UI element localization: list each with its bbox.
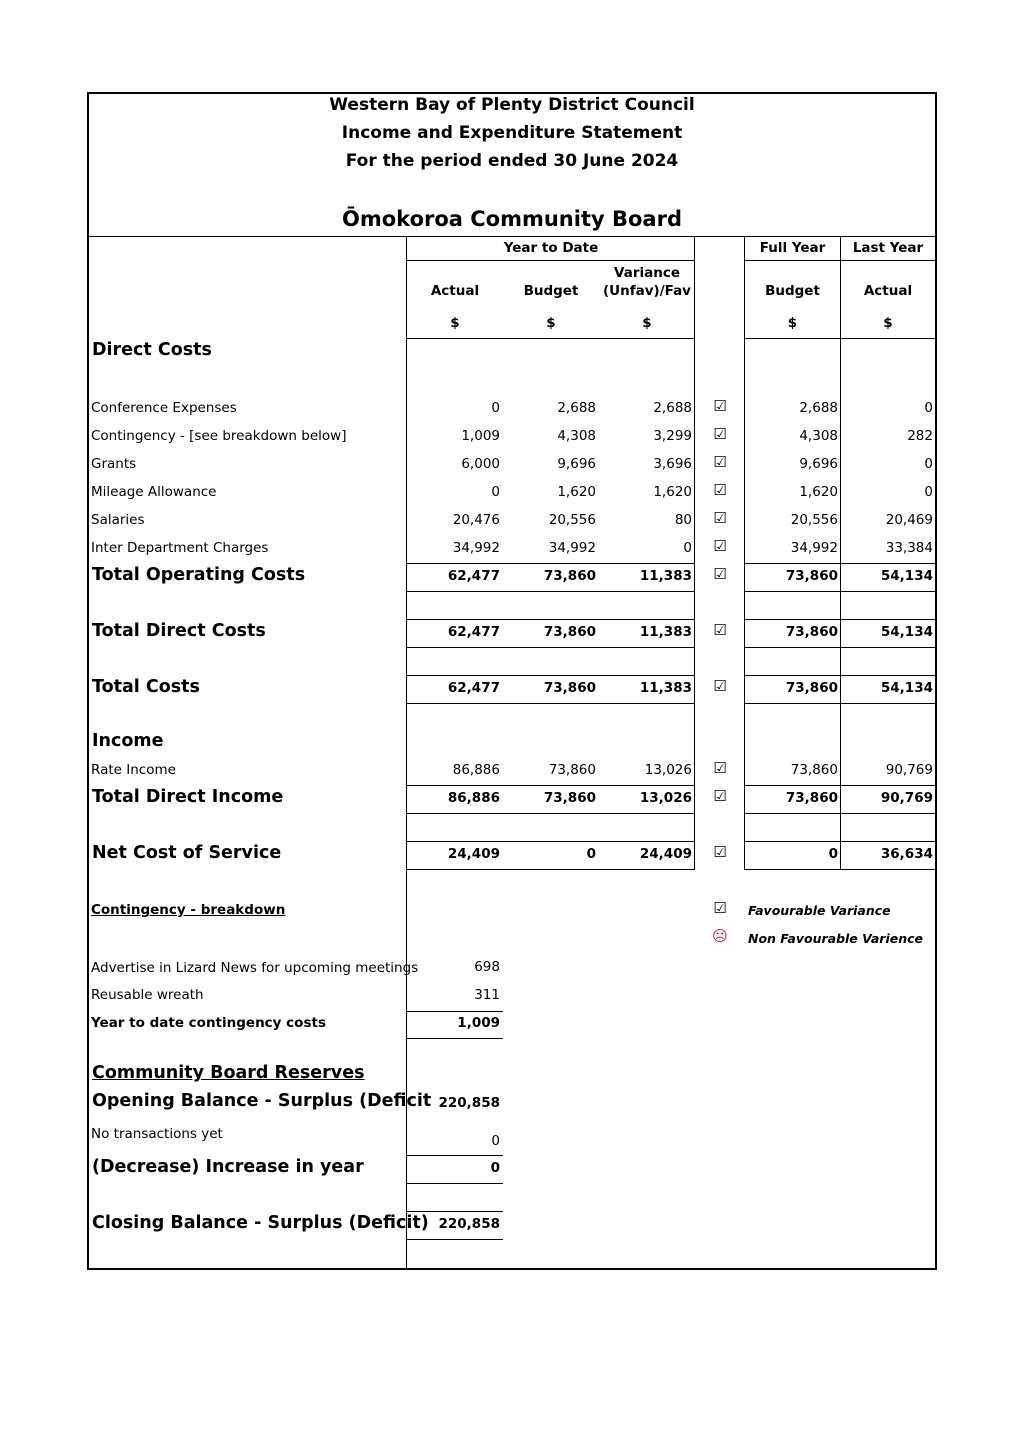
contingency-total-bottom-line: [407, 1038, 503, 1039]
no-transactions-value: 0: [491, 1133, 500, 1149]
total-income-bottom-line: [407, 813, 695, 814]
row-fy-budget: 4,308: [799, 428, 838, 444]
favourable-check-icon: ☑: [713, 453, 727, 471]
total-income-ly: 90,769: [880, 790, 933, 806]
ytd-group-underline: [407, 260, 695, 261]
rate-income-actual: 86,886: [452, 762, 500, 778]
frame-bottom: [87, 1268, 937, 1270]
fy-currency: $: [787, 315, 798, 331]
contingency-item-label: Reusable wreath: [91, 987, 204, 1003]
total-direct-top-line: [407, 619, 695, 620]
row-budget: 1,620: [557, 484, 596, 500]
total-costs-top-line-fy: [745, 675, 936, 676]
contingency-total-value: 1,009: [457, 1015, 500, 1031]
total-income-fy: 73,860: [785, 790, 838, 806]
frame-top: [87, 92, 937, 94]
fy-budget-col-header: Budget: [765, 283, 820, 299]
reserves-heading: Community Board Reserves: [92, 1063, 365, 1083]
total-costs-bottom-line-fy: [745, 703, 936, 704]
total-operating-actual: 62,477: [447, 568, 500, 584]
total-income-actual: 86,886: [447, 790, 500, 806]
total-operating-costs-label: Total Operating Costs: [92, 565, 306, 585]
net-cost-fy: 0: [828, 846, 838, 862]
opening-balance-value: 220,858: [438, 1095, 500, 1111]
change-bottom-line: [407, 1183, 503, 1184]
total-operating-variance: 11,383: [639, 568, 692, 584]
header-bottom-line-ytd: [407, 338, 695, 339]
total-operating-top-line-fy: [745, 563, 936, 564]
row-ly-actual: 282: [907, 428, 933, 444]
row-label: Inter Department Charges: [91, 540, 269, 556]
row-budget: 9,696: [557, 456, 596, 472]
change-in-year-label: (Decrease) Increase in year: [92, 1157, 364, 1177]
net-cost-actual: 24,409: [447, 846, 500, 862]
net-cost-ly: 36,634: [880, 846, 933, 862]
net-cost-bottom-line: [407, 869, 695, 870]
total-costs-label: Total Costs: [92, 677, 200, 697]
row-fy-budget: 1,620: [799, 484, 838, 500]
no-transactions-label: No transactions yet: [91, 1126, 223, 1142]
frame-left: [87, 92, 89, 1270]
net-cost-budget: 0: [586, 846, 596, 862]
change-top-line: [407, 1155, 503, 1156]
ly-currency: $: [883, 315, 893, 331]
row-variance: 1,620: [653, 484, 692, 500]
row-variance: 2,688: [653, 400, 692, 416]
row-actual: 34,992: [452, 540, 500, 556]
legend-favourable-label: Favourable Variance: [748, 903, 891, 918]
rate-income-budget: 73,860: [548, 762, 596, 778]
row-ly-actual: 33,384: [885, 540, 933, 556]
ly-actual-col-header: Actual: [863, 283, 913, 299]
favourable-check-icon: ☑: [713, 425, 727, 443]
total-income-budget: 73,860: [543, 790, 596, 806]
net-cost-top-line: [407, 841, 695, 842]
closing-bottom-line: [407, 1239, 503, 1240]
total-direct-ly: 54,134: [880, 624, 933, 640]
total-costs-budget: 73,860: [543, 680, 596, 696]
actual-col-header: Actual: [430, 283, 480, 299]
variance-col-header-line1: Variance: [614, 265, 680, 281]
row-actual: 1,009: [461, 428, 500, 444]
direct-costs-heading: Direct Costs: [92, 340, 212, 360]
row-actual: 6,000: [461, 456, 500, 472]
contingency-item-label: Advertise in Lizard News for upcoming meetings: [91, 960, 419, 976]
favourable-check-icon: ☑: [713, 397, 727, 415]
variance-col-header-line2: (Unfav)/Fav: [603, 283, 691, 299]
budget-currency: $: [546, 315, 556, 331]
row-label: Contingency - [see breakdown below]: [91, 428, 347, 444]
row-fy-budget: 34,992: [790, 540, 838, 556]
net-cost-bottom-line-fy: [745, 869, 936, 870]
net-cost-of-service-label: Net Cost of Service: [92, 843, 282, 863]
favourable-check-icon: ☑: [713, 537, 727, 555]
contingency-total-label: Year to date contingency costs: [91, 1015, 326, 1031]
total-income-top-line-fy: [745, 785, 936, 786]
rate-income-ly: 90,769: [885, 762, 933, 778]
rate-income-variance: 13,026: [644, 762, 692, 778]
favourable-check-icon: ☑: [713, 787, 727, 805]
total-operating-bottom-line-fy: [745, 591, 936, 592]
total-income-variance: 13,026: [639, 790, 692, 806]
net-cost-variance: 24,409: [639, 846, 692, 862]
row-ly-actual: 20,469: [885, 512, 933, 528]
total-direct-top-line-fy: [745, 619, 936, 620]
favourable-check-icon: ☑: [713, 565, 727, 583]
total-costs-actual: 62,477: [447, 680, 500, 696]
header-divider: [87, 236, 937, 237]
favourable-check-icon: ☑: [713, 509, 727, 527]
total-costs-bottom-line: [407, 703, 695, 704]
row-label: Grants: [91, 456, 137, 472]
closing-balance-value: 220,858: [438, 1216, 500, 1232]
rate-income-label: Rate Income: [91, 762, 176, 778]
contingency-item-value: 311: [474, 987, 500, 1003]
row-fy-budget: 9,696: [799, 456, 838, 472]
total-costs-ly: 54,134: [880, 680, 933, 696]
contingency-total-top-line: [407, 1011, 503, 1012]
total-direct-budget: 73,860: [543, 624, 596, 640]
total-costs-top-line: [407, 675, 695, 676]
total-direct-bottom-line: [407, 647, 695, 648]
ytd-right-separator: [694, 236, 695, 870]
total-direct-income-label: Total Direct Income: [92, 787, 284, 807]
row-ly-actual: 0: [924, 456, 933, 472]
row-variance: 3,696: [653, 456, 692, 472]
label-column-separator: [406, 236, 407, 1269]
favourable-check-icon: ☑: [713, 677, 727, 695]
closing-balance-label: Closing Balance - Surplus (Deficit): [92, 1213, 429, 1233]
council-name: Western Bay of Plenty District Council: [329, 95, 695, 115]
legend-frown-icon: ☹: [712, 927, 728, 945]
row-budget: 20,556: [548, 512, 596, 528]
total-direct-variance: 11,383: [639, 624, 692, 640]
total-costs-fy: 73,860: [785, 680, 838, 696]
total-income-top-line: [407, 785, 695, 786]
board-title: Ōmokoroa Community Board: [342, 207, 682, 231]
row-actual: 0: [491, 400, 500, 416]
total-operating-budget: 73,860: [543, 568, 596, 584]
row-variance: 80: [674, 512, 692, 528]
row-label: Mileage Allowance: [91, 484, 217, 500]
legend-favourable-check-icon: ☑: [713, 899, 727, 917]
closing-top-line: [407, 1211, 503, 1212]
ly-group-header: Last Year: [852, 240, 924, 256]
row-actual: 0: [491, 484, 500, 500]
row-variance: 3,299: [653, 428, 692, 444]
change-in-year-value: 0: [490, 1160, 500, 1176]
legend-unfavourable-label: Non Favourable Varience: [748, 931, 923, 946]
row-budget: 34,992: [548, 540, 596, 556]
favourable-check-icon: ☑: [713, 843, 727, 861]
total-costs-variance: 11,383: [639, 680, 692, 696]
total-operating-fy: 73,860: [785, 568, 838, 584]
total-direct-actual: 62,477: [447, 624, 500, 640]
row-label: Salaries: [91, 512, 145, 528]
row-fy-budget: 20,556: [790, 512, 838, 528]
ytd-group-header: Year to Date: [503, 240, 599, 256]
favourable-check-icon: ☑: [713, 759, 727, 777]
row-ly-actual: 0: [924, 484, 933, 500]
row-label: Conference Expenses: [91, 400, 237, 416]
total-direct-bottom-line-fy: [745, 647, 936, 648]
variance-currency: $: [642, 315, 652, 331]
total-operating-ly: 54,134: [880, 568, 933, 584]
net-cost-top-line-fy: [745, 841, 936, 842]
fy-group-header: Full Year: [759, 240, 826, 256]
contingency-item-value: 698: [474, 959, 500, 975]
row-variance: 0: [683, 540, 692, 556]
favourable-check-icon: ☑: [713, 481, 727, 499]
statement-title: Income and Expenditure Statement: [341, 123, 683, 143]
actual-currency: $: [450, 315, 460, 331]
total-operating-top-line: [407, 563, 695, 564]
frame-right: [935, 92, 937, 1270]
budget-col-header: Budget: [523, 283, 579, 299]
opening-balance-label: Opening Balance - Surplus (Deficit: [92, 1091, 432, 1111]
favourable-check-icon: ☑: [713, 621, 727, 639]
row-actual: 20,476: [452, 512, 500, 528]
total-operating-bottom-line: [407, 591, 695, 592]
row-ly-actual: 0: [924, 400, 933, 416]
contingency-breakdown-heading: Contingency - breakdown: [91, 902, 286, 918]
rate-income-fy: 73,860: [790, 762, 838, 778]
row-fy-budget: 2,688: [799, 400, 838, 416]
row-budget: 2,688: [557, 400, 596, 416]
total-direct-costs-label: Total Direct Costs: [92, 621, 266, 641]
total-direct-fy: 73,860: [785, 624, 838, 640]
row-budget: 4,308: [557, 428, 596, 444]
period-title: For the period ended 30 June 2024: [345, 151, 679, 171]
income-heading: Income: [92, 731, 164, 751]
total-income-bottom-line-fy: [745, 813, 936, 814]
